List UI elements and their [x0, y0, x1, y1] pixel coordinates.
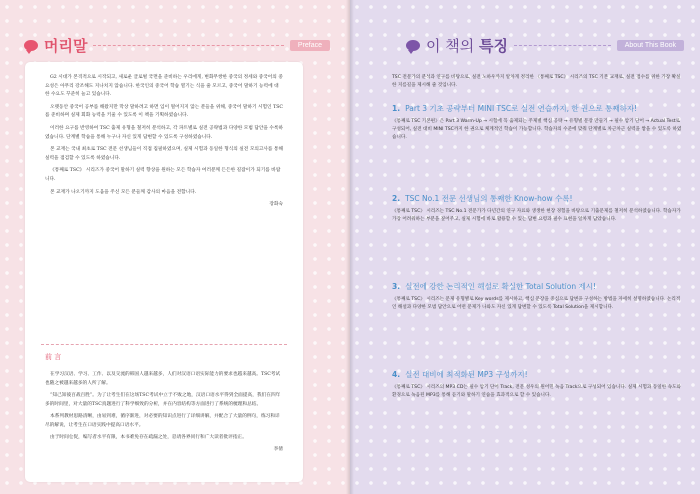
chinese-preface	[45, 370, 283, 457]
feature-section-1	[392, 104, 682, 142]
feature-body: 《통째로 TSC 기본편》은 Part 3 Warm-Up → 시험에 꼭 출제되는 주제별 핵심 공략 → 유형별 문장 만들기 → 필수 암기 단어 → Actual Test로 구성되어, 실전 대비 MINI TSC까지 한 권으로 체계적인 학습이 가능합니다. 학습자의 수준에 맞춰 단계별로 차근차근 실력을 쌓을 수 있도록 하였습니다.	[392, 119, 682, 140]
korean-signature: 장화숙	[269, 202, 283, 208]
preface-card	[25, 62, 303, 482]
feature-number: 3.	[392, 282, 401, 291]
feature-heading	[392, 282, 682, 292]
preface-header	[24, 34, 330, 56]
chinese-preface-title: 前 言	[45, 353, 62, 361]
section-divider	[41, 344, 287, 345]
feature-section-3	[392, 282, 682, 312]
feature-number: 2.	[392, 194, 401, 203]
korean-preface	[45, 74, 283, 214]
chinese-paragraph: 在学习汉语、学习、工作、以及交流的韩国人越来越多，人们对汉语口语实际能力的要求也越来越高。TSC考试也随之被越来越多的人所了解。	[45, 372, 281, 386]
feature-title: TSC No.1 전문 선생님의 통째한 Know-how 수록!	[405, 194, 573, 203]
features-tag: About This Book	[617, 40, 684, 51]
feature-body: 《통째로 TSC》 시리즈의 MP3 CD는 필수 암기 단어 Track, 전문 성우의 원어민 녹음 Track으로 구성되어 있습니다. 실제 시험과 동일한 속도와 환경으로 녹음된 MP3를 통해 듣기와 말하기 연습을 효과적으로 할 수 있습니다.	[392, 385, 681, 398]
feature-body: 《통째로 TSC》 시리즈는 문제 유형별로 Key words를 제시하고, 핵심 문장을 중심으로 답변을 구성하는 방법을 자세히 설명하였습니다. 논리적인 해설과 다양한 모범 답안으로 어떤 문제가 나와도 자신 있게 답변할 수 있도록 Total Solution을 제시합니다.	[392, 297, 681, 310]
korean-paragraph: 《통째로 TSC》 시리즈가 중국어 말하기 실력 향상을 원하는 모든 학습자 여러분께 든든한 길잡이가 되기를 바랍니다.	[45, 168, 281, 182]
chinese-paragraph: 由于时间仓促，编写者水平有限，本书难免存在疏漏之处，恳请各界同行和广大读者批评指正。	[50, 435, 247, 440]
speech-bubble-icon	[406, 40, 420, 51]
chinese-paragraph: 本系列教材思路清晰，由易到难，循序渐进，对必要的知识点进行了详细讲解，并配合了大量的例句，练习和详尽的解说，让考生在口语实践中提高口语水平。	[45, 414, 280, 428]
features-title-plain: 이 책의	[426, 36, 475, 55]
feature-title: Part 3 기초 공략부터 MINI TSC로 실전 연습까지, 한 권으로 통째하자!	[405, 104, 638, 113]
korean-paragraph: 본 교재가 나오기까지 도움을 주신 모든 분들께 감사의 마음을 전합니다.	[50, 189, 197, 195]
feature-heading	[392, 370, 682, 380]
features-header	[406, 34, 684, 56]
feature-section-4	[392, 370, 682, 400]
feature-body: 《통째로 TSC》 시리즈는 TSC No.1 전문가가 다년간의 연구 자료와 생생한 현장 경험을 바탕으로 기출문제를 철저히 분석하였습니다. 학습자가 가장 어려워하는 부분을 짚어주고, 실제 시험에 바로 활용할 수 있는 답변 요령과 필수 표현을 알차게 담았습니다.	[392, 209, 681, 222]
korean-paragraph: G2 시대가 본격적으로 시작되고, 새로운 글로벌 국면을 준비하는 우리에게, 변화무쌍한 중국의 정세와 중국어의 중요성은 아무리 강조해도 지나치지 않습니다. 한국인의 중국어 학습 열기는 식을 줄 모르고, 중국어 말하기 능력에 대한 수요도 꾸준히 늘고 있습니다.	[45, 75, 283, 98]
book-spine	[346, 0, 354, 494]
preface-tag: Preface	[290, 40, 330, 51]
korean-paragraph: 이러한 요구를 반영하여 TSC 출제 유형을 철저히 분석하고, 각 파트별로 실전 공략법과 다양한 모범 답안을 수록하였습니다. 단계별 학습을 통해 누구나 자신 있게 답변할 수 있도록 구성하였습니다.	[45, 125, 284, 140]
feature-number: 4.	[392, 370, 401, 379]
header-dashed-rule	[93, 45, 283, 46]
header-dashed-rule	[514, 45, 611, 46]
features-title	[426, 35, 508, 56]
korean-paragraph: 본 교재는 국내 최초로 TSC 전문 선생님들이 직접 집필하였으며, 실제 시험과 동일한 형식의 실전 모의고사를 통해 실력을 점검할 수 있도록 하였습니다.	[45, 147, 284, 161]
features-title-bold: 특징	[479, 36, 509, 55]
preface-title: 머리말	[44, 36, 88, 55]
feature-section-2	[392, 194, 682, 224]
speech-bubble-icon	[24, 40, 38, 51]
korean-paragraph: 오랫동안 중국어 공부를 해왔지만 막상 말하려고 하면 입이 떨어지지 않는 분들을 위해, 중국어 말하기 시험인 TSC를 준비하며 실제 회화 능력을 키울 수 있도록 이 책을 기획하였습니다.	[45, 104, 284, 119]
chinese-signature: 李倩	[273, 447, 283, 452]
feature-heading	[392, 194, 682, 204]
feature-number: 1.	[392, 104, 401, 113]
feature-title: 실전에 강한 논리적인 해설로 확실한 Total Solution 제시!	[405, 282, 597, 291]
feature-title: 실전 대비에 최적화된 MP3 구성까지!	[405, 370, 528, 379]
feature-heading	[392, 104, 682, 114]
features-intro: TSC 전문가의 분석과 연구를 바탕으로, 실전 노하우까지 알차게 정리한 《통째로 TSC》 시리즈의 TSC 기본 교재로, 실전 점수를 위한 가장 확실한 지름길을 제시해 줄 것입니다.	[392, 75, 681, 88]
chinese-paragraph: “知己知彼百战百胜”。为了让考生们在这场TSC考试中立于不败之地，汉语口语水平得到全面提高，我们在四年多的时间里，对大量的TSC真题进行了科学细致的分析，并在内容结构等方面进行了系统的梳理和总结。	[45, 393, 281, 407]
